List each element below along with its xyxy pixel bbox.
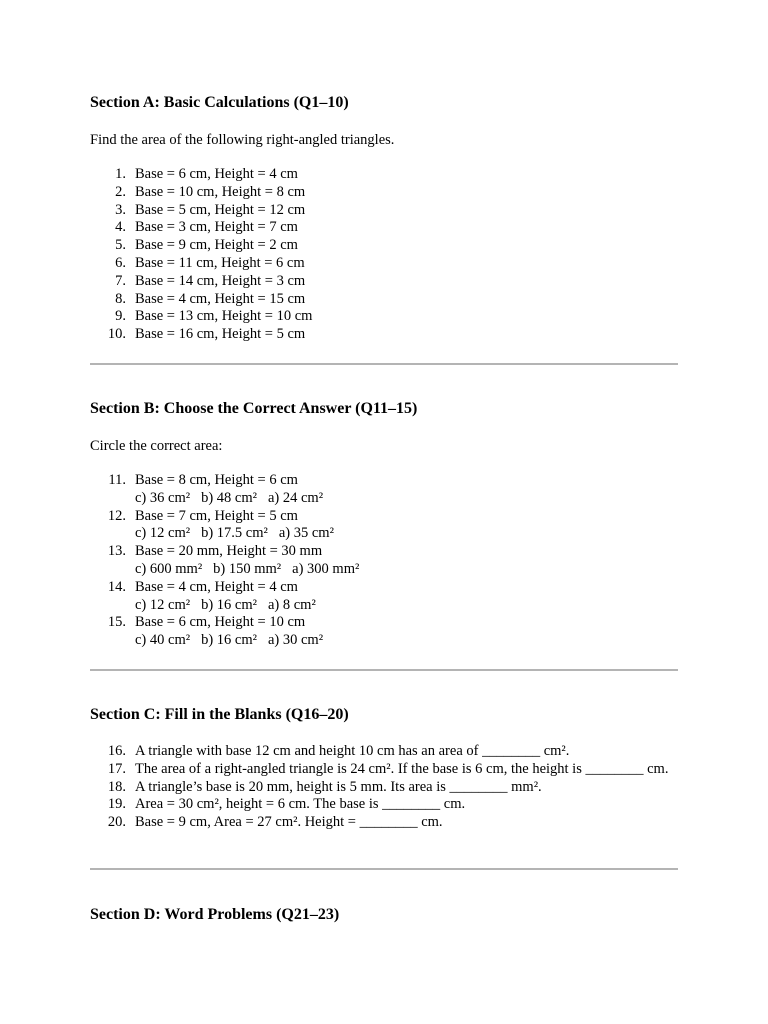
question-text: Base = 11 cm, Height = 6 cm xyxy=(135,254,305,271)
question-number: 12. xyxy=(107,507,126,524)
question-text: Base = 4 cm, Height = 4 cm xyxy=(135,578,298,595)
question-number: 17. xyxy=(107,760,126,777)
section-a-title: Section A: Basic Calculations (Q1–10) xyxy=(90,94,349,111)
question-number: 13. xyxy=(107,543,126,560)
question-text: A triangle with base 12 cm and height 10 cm has an area of ________ cm². xyxy=(135,743,570,759)
answer-option[interactable]: c) 12 cm² xyxy=(135,596,191,613)
section-divider xyxy=(90,363,678,365)
answer-option[interactable]: b) 150 mm² xyxy=(213,560,282,577)
answer-options xyxy=(135,632,678,650)
question-number: 2. xyxy=(115,183,126,200)
question-item xyxy=(90,219,678,237)
section-c-question-list xyxy=(90,743,678,832)
section-divider xyxy=(90,868,678,870)
answer-options xyxy=(135,561,678,579)
question-text: A triangle’s base is 20 mm, height is 5 mm. Its area is ________ mm². xyxy=(135,778,542,795)
question-number: 4. xyxy=(115,219,126,236)
question-item xyxy=(90,255,678,273)
question-number: 20. xyxy=(107,814,126,831)
section-a-question-list xyxy=(90,166,678,344)
question-item xyxy=(90,761,678,779)
question-item xyxy=(90,614,678,650)
question-text: Base = 6 cm, Height = 10 cm xyxy=(135,614,306,631)
section-b-instruction: Circle the correct area: xyxy=(90,438,223,454)
answer-option[interactable]: a) 8 cm² xyxy=(267,596,316,613)
question-text: Area = 30 cm², height = 6 cm. The base is ________ cm. xyxy=(135,796,466,813)
question-item xyxy=(90,326,678,344)
answer-option[interactable]: a) 24 cm² xyxy=(267,489,324,506)
question-item xyxy=(90,166,678,184)
question-text: Base = 10 cm, Height = 8 cm xyxy=(135,183,306,200)
section-c-title: Section C: Fill in the Blanks (Q16–20) xyxy=(90,706,349,723)
question-text: Base = 3 cm, Height = 7 cm xyxy=(135,219,298,236)
question-number: 9. xyxy=(115,308,126,325)
question-number: 7. xyxy=(115,272,126,289)
question-number: 5. xyxy=(115,237,126,254)
question-text: The area of a right-angled triangle is 24 cm². If the base is 6 cm, the height is ________ cm. xyxy=(135,760,669,777)
question-item xyxy=(90,814,678,832)
question-text: Base = 16 cm, Height = 5 cm xyxy=(135,326,306,343)
question-number: 1. xyxy=(115,166,126,182)
question-item xyxy=(90,543,678,579)
answer-option[interactable]: a) 35 cm² xyxy=(278,525,334,542)
section-b-title: Section B: Choose the Correct Answer (Q11–15) xyxy=(90,400,418,417)
answer-option[interactable]: c) 600 mm² xyxy=(135,560,203,577)
question-text: Base = 8 cm, Height = 6 cm xyxy=(135,472,298,488)
answer-option[interactable]: c) 36 cm² xyxy=(135,489,191,506)
answer-option[interactable]: a) 300 mm² xyxy=(292,560,360,577)
question-number: 10. xyxy=(107,326,126,343)
question-number: 16. xyxy=(107,743,126,759)
question-item xyxy=(90,796,678,814)
question-number: 11. xyxy=(108,472,126,488)
question-item xyxy=(90,184,678,202)
question-item xyxy=(90,291,678,309)
question-item xyxy=(90,202,678,220)
question-item xyxy=(90,237,678,255)
section-b-question-list xyxy=(90,472,678,650)
section-a-instruction: Find the area of the following right-angled triangles. xyxy=(90,132,395,148)
question-text: Base = 6 cm, Height = 4 cm xyxy=(135,166,298,182)
answer-options xyxy=(135,525,678,543)
question-text: Base = 4 cm, Height = 15 cm xyxy=(135,290,306,307)
question-item xyxy=(90,579,678,615)
question-item xyxy=(90,472,678,508)
answer-option[interactable]: b) 17.5 cm² xyxy=(201,525,268,542)
question-text: Base = 9 cm, Area = 27 cm². Height = ________ cm. xyxy=(135,814,443,831)
question-number: 14. xyxy=(107,578,126,595)
question-item xyxy=(90,308,678,326)
answer-option[interactable]: c) 40 cm² xyxy=(135,632,191,649)
question-text: Base = 5 cm, Height = 12 cm xyxy=(135,201,306,218)
question-text: Base = 14 cm, Height = 3 cm xyxy=(135,272,306,289)
question-number: 3. xyxy=(115,201,126,218)
question-item xyxy=(90,743,678,761)
question-text: Base = 13 cm, Height = 10 cm xyxy=(135,308,313,325)
answer-option[interactable]: b) 16 cm² xyxy=(201,632,257,649)
question-number: 6. xyxy=(115,254,126,271)
section-divider xyxy=(90,669,678,671)
question-number: 18. xyxy=(107,778,126,795)
question-item xyxy=(90,508,678,544)
answer-options xyxy=(135,490,678,508)
question-text: Base = 20 mm, Height = 30 mm xyxy=(135,543,323,560)
question-number: 19. xyxy=(107,796,126,813)
answer-option[interactable]: b) 16 cm² xyxy=(201,596,257,613)
section-d-title: Section D: Word Problems (Q21–23) xyxy=(90,906,340,923)
question-number: 8. xyxy=(115,290,126,307)
question-item xyxy=(90,779,678,797)
answer-option[interactable]: b) 48 cm² xyxy=(201,489,257,506)
question-number: 15. xyxy=(107,614,126,631)
question-text: Base = 9 cm, Height = 2 cm xyxy=(135,237,298,254)
question-text: Base = 7 cm, Height = 5 cm xyxy=(135,507,298,524)
question-item xyxy=(90,273,678,291)
answer-options xyxy=(135,597,678,615)
answer-option[interactable]: a) 30 cm² xyxy=(267,632,324,649)
answer-option[interactable]: c) 12 cm² xyxy=(135,525,191,542)
